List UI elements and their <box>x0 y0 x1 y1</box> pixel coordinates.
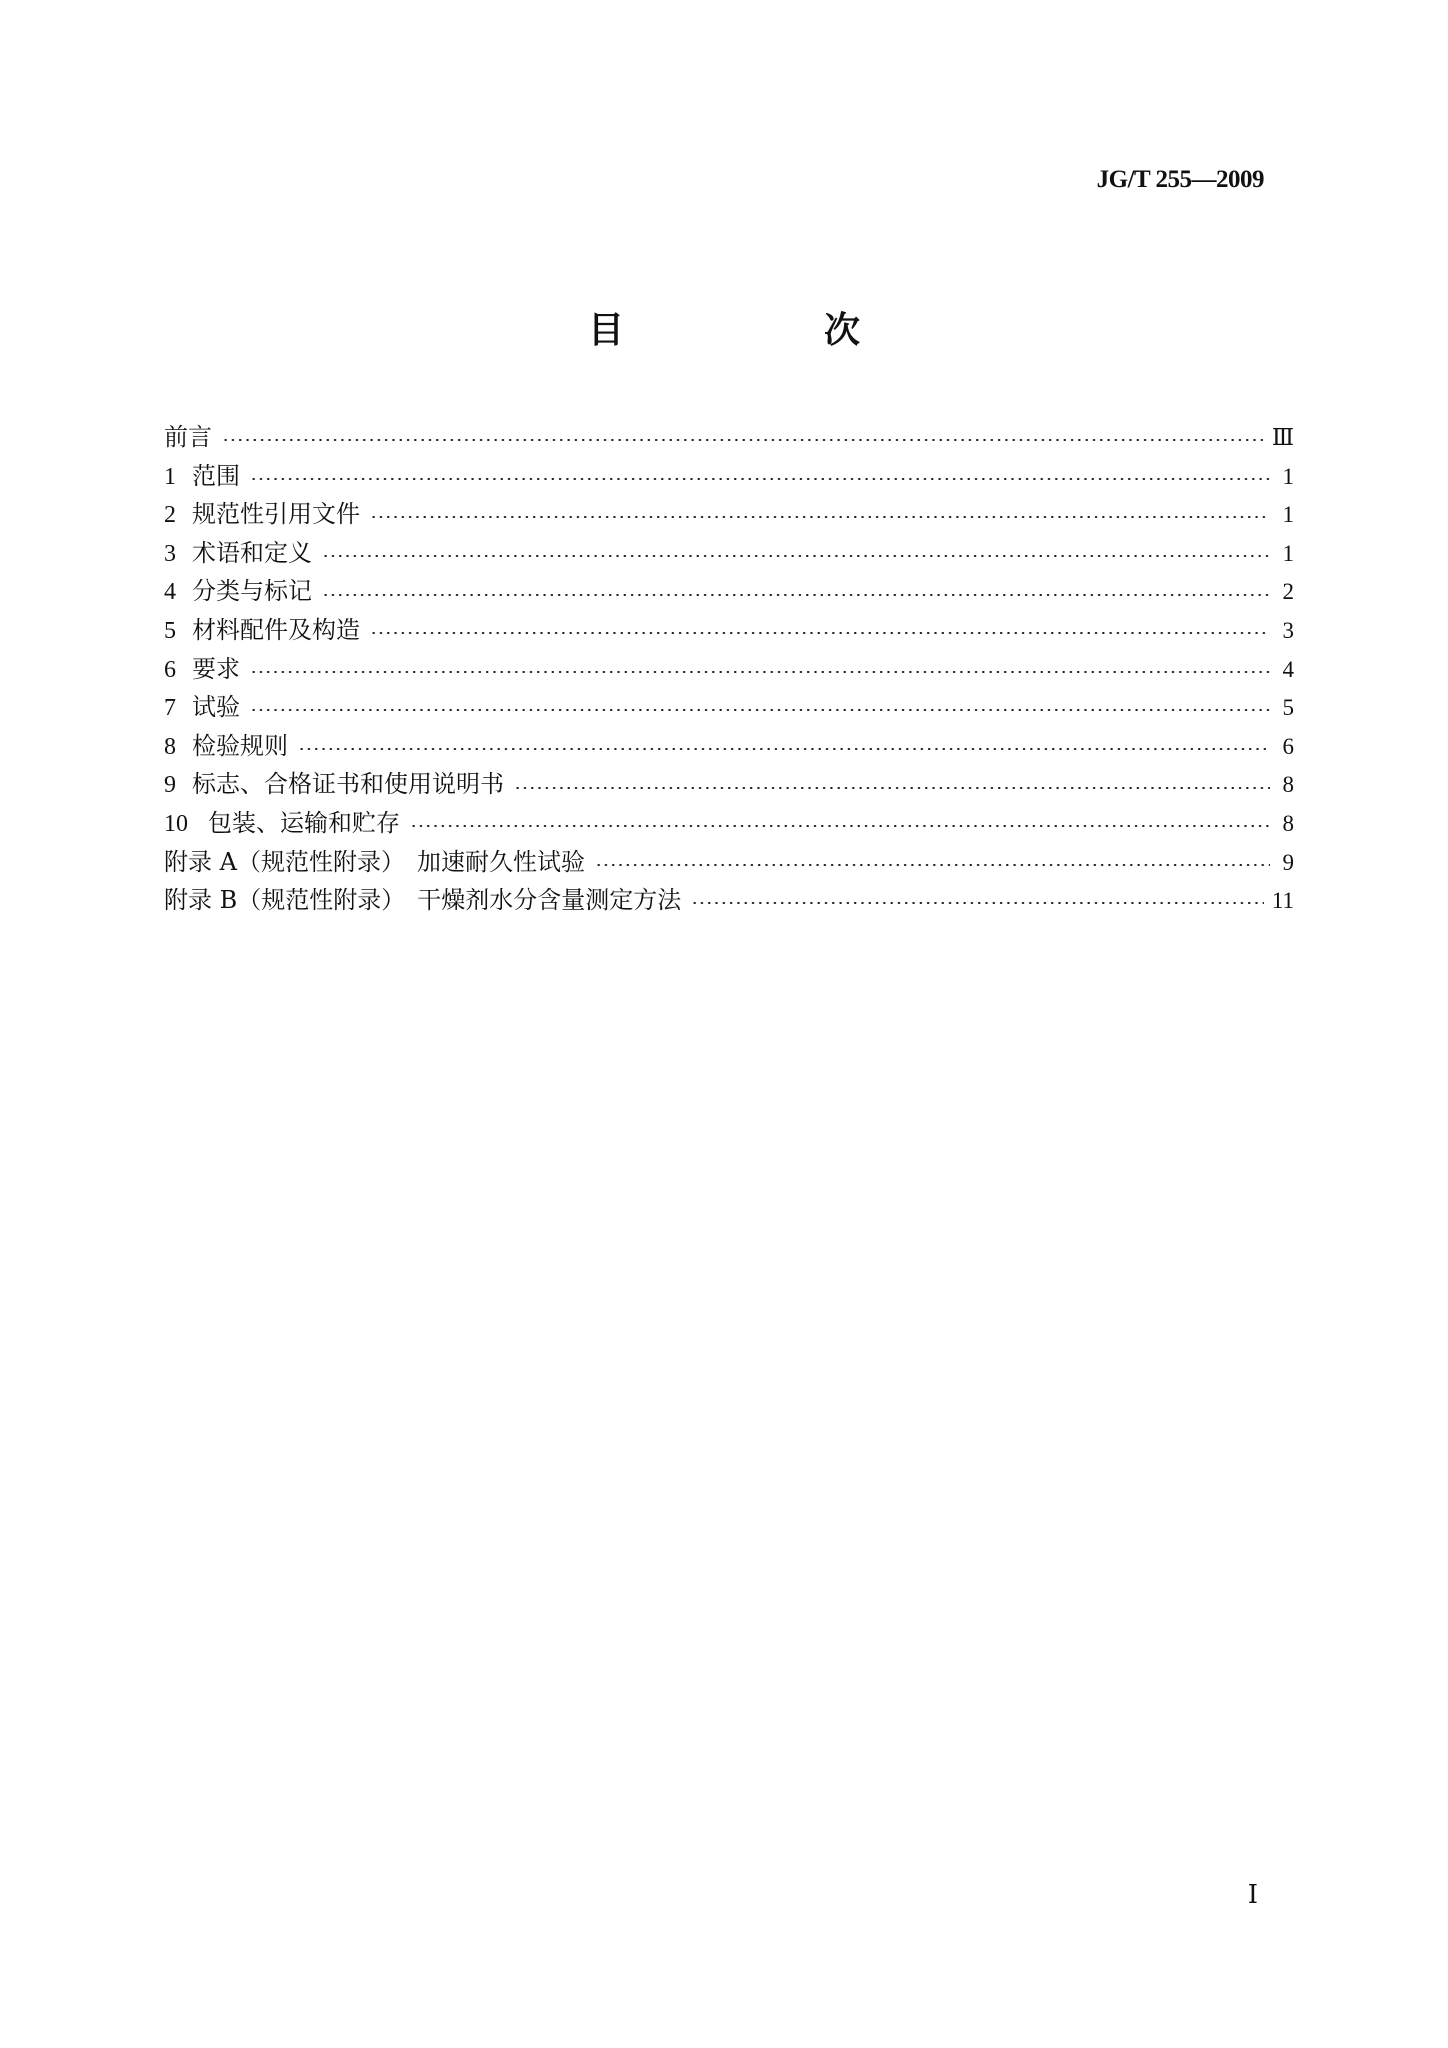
toc-entry-label: 5 材料配件及构造 <box>164 611 370 651</box>
toc-entry-label: 7 试验 <box>164 688 250 728</box>
toc-section-number: 6 <box>164 656 176 683</box>
toc-entry-annex-b[interactable] <box>164 881 1294 920</box>
table-of-contents <box>164 418 1294 920</box>
toc-page-number: 8 <box>1282 810 1294 836</box>
page-title: 目 次 <box>587 310 942 351</box>
toc-section-number: 3 <box>164 540 176 567</box>
toc-page-number: 4 <box>1282 656 1294 682</box>
toc-page-number: 6 <box>1282 733 1294 759</box>
toc-entry-label: 8 检验规则 <box>164 727 298 767</box>
toc-entry-label: 4 分类与标记 <box>164 572 322 612</box>
toc-entry-label: 6 要求 <box>164 650 250 690</box>
toc-page-number: 8 <box>1282 772 1294 798</box>
toc-leader-dots <box>250 709 1270 711</box>
toc-page-number: 1 <box>1282 502 1294 528</box>
toc-leader-dots <box>250 478 1270 480</box>
toc-entry-label: 前言 <box>164 423 212 451</box>
toc-section-number: 10 <box>164 810 188 837</box>
toc-page-number: 1 <box>1282 540 1294 566</box>
toc-entry-3[interactable] <box>164 534 1294 573</box>
toc-entry-7[interactable] <box>164 688 1294 727</box>
toc-page-number: 5 <box>1282 695 1294 721</box>
toc-entry-label: 附录 B（规范性附录） 干燥剂水分含量测定方法 <box>164 886 682 915</box>
toc-page-number: Ⅲ <box>1271 425 1294 450</box>
toc-leader-dots <box>298 748 1270 750</box>
toc-page-number: 9 <box>1282 849 1294 875</box>
toc-leader-dots <box>322 555 1270 557</box>
toc-entry-1[interactable] <box>164 457 1294 496</box>
toc-entry-foreword[interactable] <box>164 418 1294 457</box>
toc-entry-label: 3 术语和定义 <box>164 534 322 574</box>
toc-entry-label: 2 规范性引用文件 <box>164 495 370 535</box>
page-number: Ⅰ <box>1247 1880 1258 1909</box>
toc-entry-10[interactable] <box>164 804 1294 843</box>
toc-page-number: 2 <box>1282 579 1294 605</box>
toc-section-number: 8 <box>164 733 176 760</box>
standard-number: JG/T 255—2009 <box>1096 166 1264 193</box>
toc-leader-dots <box>322 594 1270 596</box>
toc-entry-annex-a[interactable] <box>164 843 1294 882</box>
toc-leader-dots <box>250 671 1270 673</box>
toc-leader-dots <box>370 632 1270 634</box>
toc-section-number: 2 <box>164 502 176 529</box>
toc-entry-label: 附录 A（规范性附录） 加速耐久性试验 <box>164 847 585 876</box>
toc-section-number: 7 <box>164 695 176 722</box>
toc-section-number: 4 <box>164 579 176 606</box>
toc-entry-label: 1 范围 <box>164 457 250 497</box>
toc-entry-label: 9 标志、合格证书和使用说明书 <box>164 765 514 805</box>
toc-entry-8[interactable] <box>164 727 1294 766</box>
toc-leader-dots <box>410 825 1270 827</box>
toc-page-number: 3 <box>1282 617 1294 643</box>
toc-entry-5[interactable] <box>164 611 1294 650</box>
toc-leader-dots <box>370 516 1270 518</box>
toc-section-number: 1 <box>164 463 176 490</box>
toc-leader-dots <box>222 439 1264 441</box>
toc-entry-label: 10 包装、运输和贮存 <box>164 804 410 844</box>
toc-section-number: 9 <box>164 772 176 799</box>
toc-entry-6[interactable] <box>164 650 1294 689</box>
toc-page-number: 1 <box>1282 463 1294 489</box>
toc-entry-9[interactable] <box>164 765 1294 804</box>
toc-leader-dots <box>514 787 1270 789</box>
toc-entry-4[interactable] <box>164 572 1294 611</box>
toc-entry-2[interactable] <box>164 495 1294 534</box>
toc-page-number: 11 <box>1271 888 1294 914</box>
toc-section-number: 5 <box>164 617 176 644</box>
toc-leader-dots <box>691 902 1264 904</box>
toc-leader-dots <box>595 864 1270 866</box>
